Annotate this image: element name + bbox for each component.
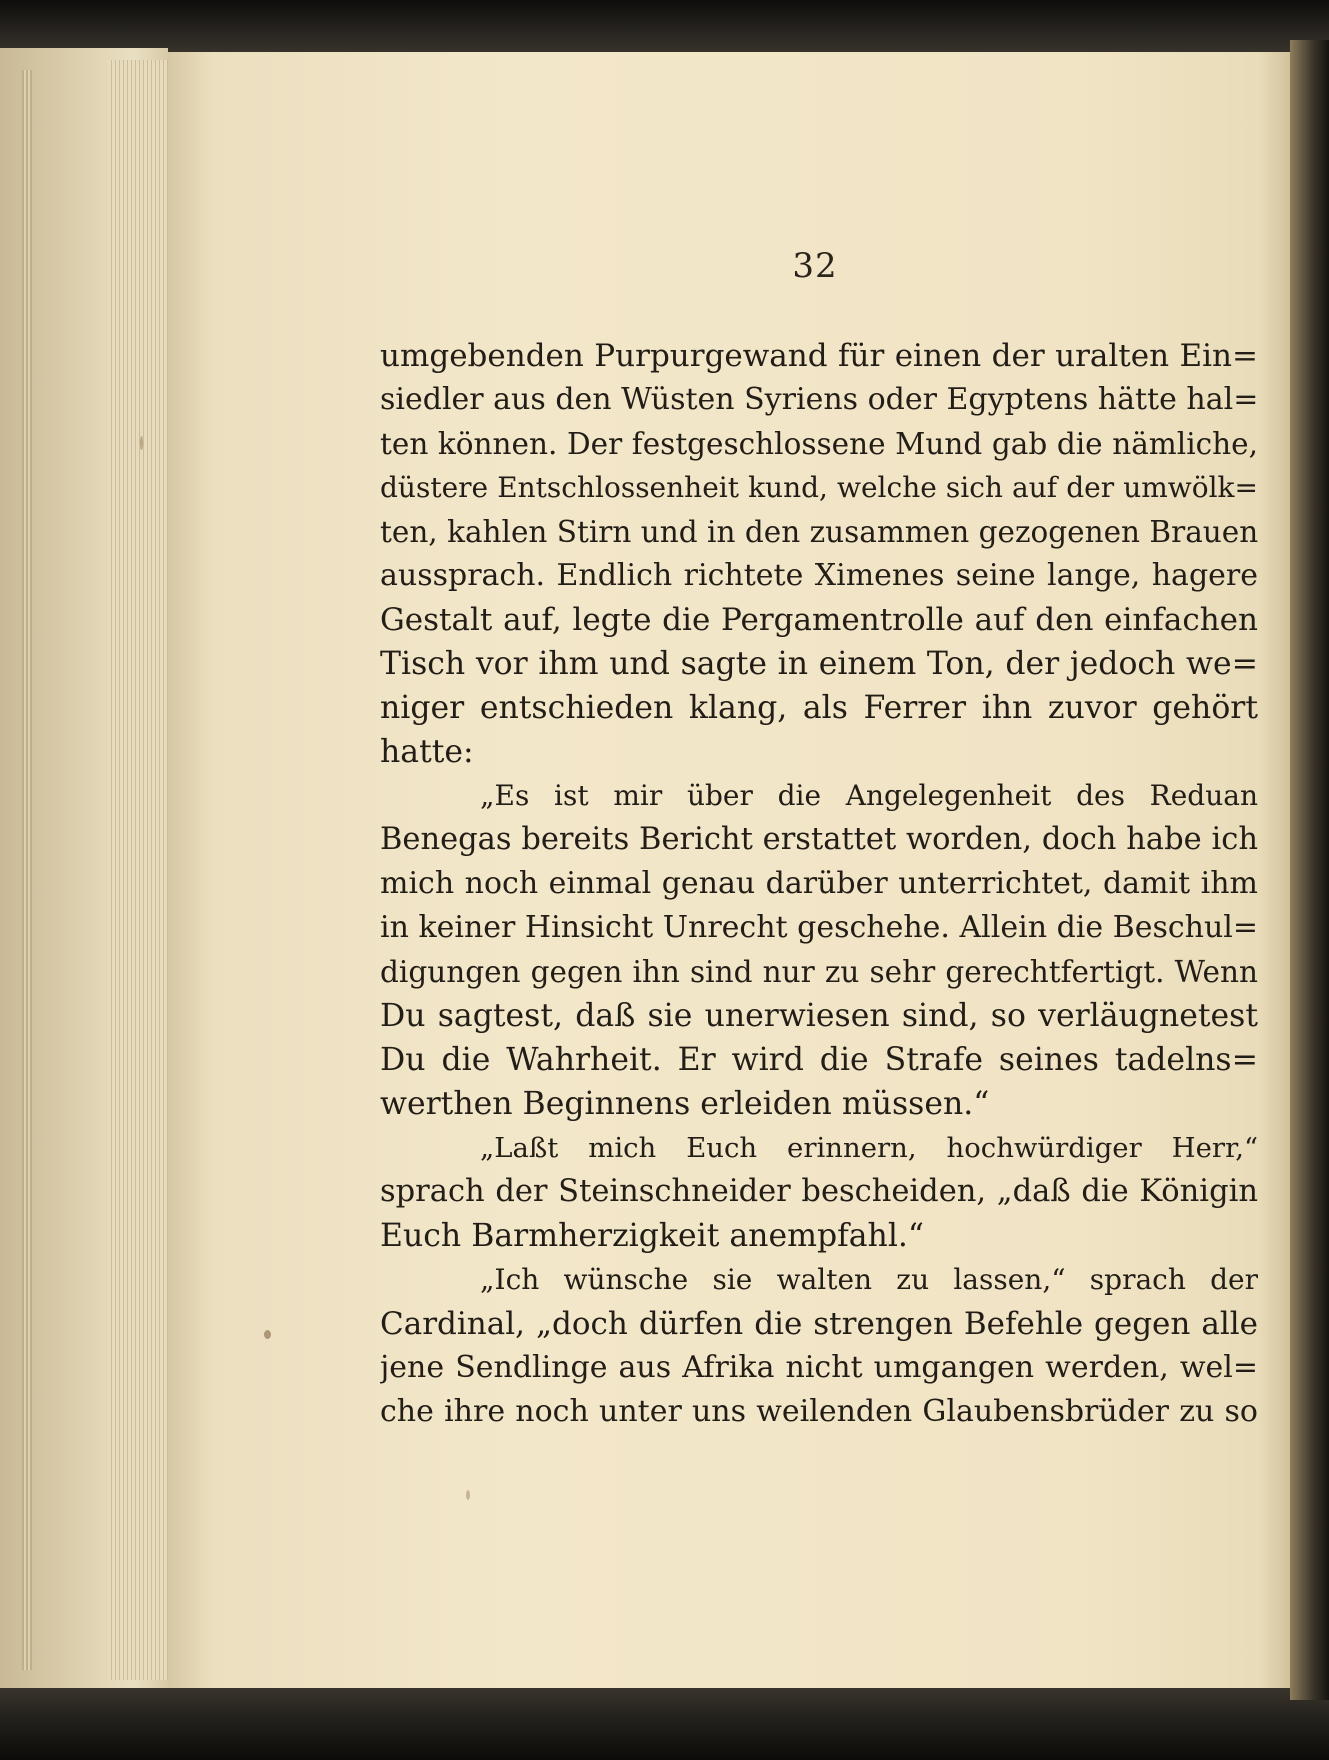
text-line: Gestalt auf, legte die Pergamentrolle auf den einfachen — [380, 602, 1258, 638]
text-line: digungen gegen ihn sind nur zu sehr gerechtfertigt. Wenn — [380, 955, 1258, 989]
text-line: jene Sendlinge aus Afrika nicht umgangen werden, wel= — [380, 1350, 1258, 1385]
left-page-edge — [22, 70, 32, 1670]
page-number: 32 — [792, 246, 838, 286]
binding-shadow — [1290, 40, 1329, 1700]
text-line: Du sagtest, daß sie unerwiesen sind, so verläugnetest — [380, 998, 1258, 1034]
paper-spot — [264, 1330, 271, 1339]
text-line: Benegas bereits Bericht erstattet worden, doch habe ich — [380, 822, 1258, 857]
paper-spot — [140, 436, 143, 450]
text-line: umgebenden Purpurgewand für einen der uralten Ein= — [380, 338, 1258, 374]
text-line: Du die Wahrheit. Er wird die Strafe seines tadelns= — [380, 1042, 1258, 1078]
text-line: „Ich wünsche sie walten zu lassen,“ sprach der — [480, 1263, 1258, 1296]
text-line: werthen Beginnens erleiden müssen.“ — [380, 1086, 990, 1122]
text-line: Euch Barmherzigkeit anempfahl.“ — [380, 1218, 925, 1254]
text-line: ten, kahlen Stirn und in den zusammen gezogenen Brauen — [380, 515, 1258, 549]
paper-spot — [466, 1490, 470, 1500]
text-line: sprach der Steinschneider bescheiden, „daß die Königin — [380, 1174, 1258, 1209]
scanner-background-bottom — [0, 1680, 1329, 1760]
text-line: Cardinal, „doch dürfen die strengen Befehle gegen alle — [380, 1306, 1258, 1342]
text-line: düstere Entschlossenheit kund, welche sich auf der umwölk= — [380, 471, 1258, 504]
text-line: aussprach. Endlich richtete Ximenes seine lange, hagere — [380, 558, 1258, 593]
text-line: „Laßt mich Euch erinnern, hochwürdiger Herr,“ — [480, 1132, 1258, 1164]
text-line: Tisch vor ihm und sagte in einem Ton, der jedoch we= — [380, 646, 1258, 682]
text-line: ten können. Der festgeschlossene Mund gab die nämliche, — [380, 427, 1258, 461]
text-line: „Es ist mir über die Angelegenheit des Reduan — [480, 779, 1258, 812]
text-line: niger entschieden klang, als Ferrer ihn zuvor gehört — [380, 690, 1258, 726]
text-line: siedler aus den Wüsten Syriens oder Egyptens hätte hal= — [380, 382, 1258, 417]
text-line: hatte: — [380, 734, 474, 770]
text-line: in keiner Hinsicht Unrecht geschehe. Allein die Beschul= — [380, 910, 1258, 945]
text-line: mich noch einmal genau darüber unterrichtet, damit ihm — [380, 866, 1258, 901]
text-line: che ihre noch unter uns weilenden Glaubensbrüder zu so — [380, 1394, 1258, 1429]
page-stack-edge — [108, 60, 168, 1680]
body-text — [380, 334, 1258, 1434]
scanner-background-top — [0, 0, 1329, 60]
